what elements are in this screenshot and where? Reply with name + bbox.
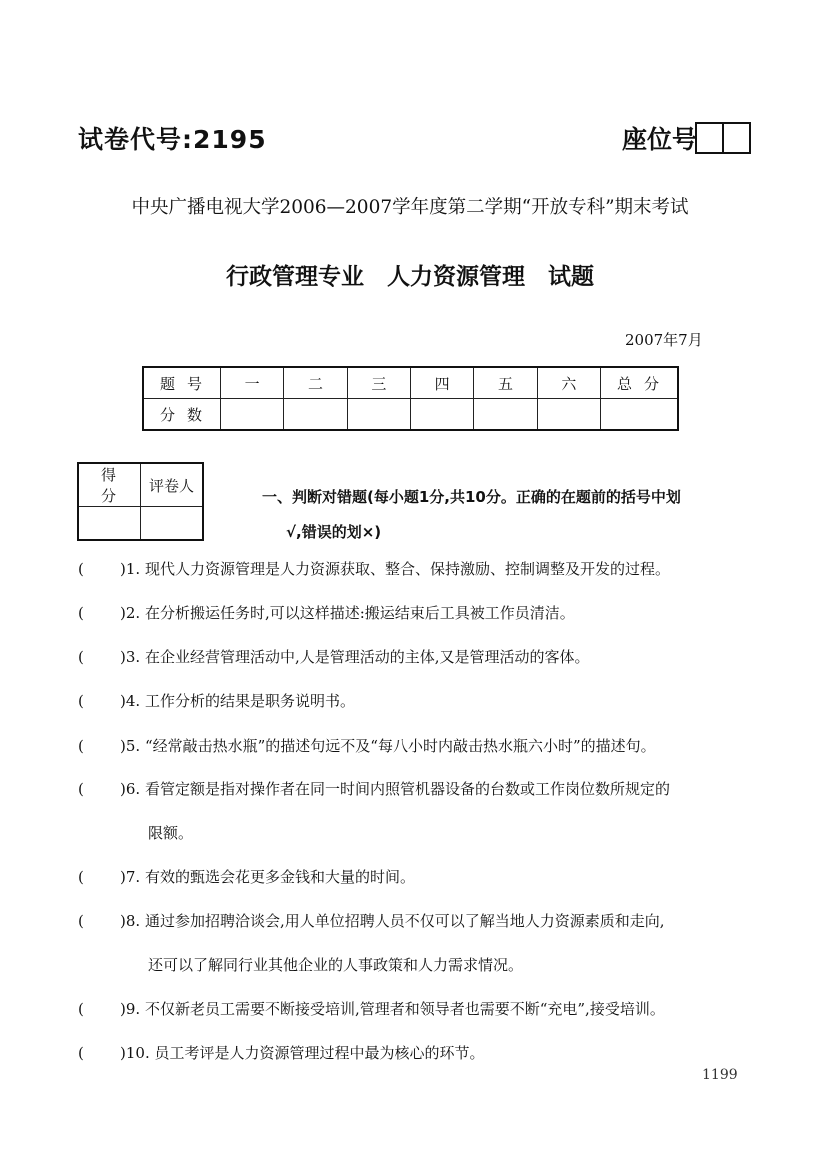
question-item bbox=[78, 866, 415, 887]
question-number: )5. bbox=[120, 737, 141, 755]
score-cell[interactable] bbox=[601, 399, 679, 431]
question-number: )6. bbox=[120, 780, 141, 798]
answer-blank[interactable]: ( bbox=[78, 560, 84, 578]
score-cell[interactable] bbox=[410, 399, 473, 431]
answer-blank[interactable]: ( bbox=[78, 868, 84, 886]
answer-blank[interactable]: ( bbox=[78, 692, 84, 710]
score-table-col: 一 bbox=[221, 367, 284, 399]
answer-blank[interactable]: ( bbox=[78, 648, 84, 666]
question-number: )4. bbox=[120, 692, 141, 710]
question-item bbox=[78, 558, 670, 579]
grader-score-cell[interactable] bbox=[78, 507, 141, 541]
question-item bbox=[78, 646, 590, 667]
question-number: )10. bbox=[120, 1044, 150, 1062]
score-table-col-total: 总分 bbox=[601, 367, 679, 399]
score-cell[interactable] bbox=[537, 399, 600, 431]
paper-code-label: 试卷代号 bbox=[78, 125, 183, 154]
question-item bbox=[78, 735, 656, 756]
answer-blank[interactable]: ( bbox=[78, 1000, 84, 1018]
exam-date: 2007年7月 bbox=[625, 331, 703, 349]
question-number: )7. bbox=[120, 868, 141, 886]
question-text: 员工考评是人力资源管理过程中最为核心的环节。 bbox=[154, 1044, 485, 1062]
score-cell[interactable] bbox=[347, 399, 410, 431]
question-item bbox=[78, 602, 575, 623]
score-table-score-row bbox=[143, 399, 678, 431]
question-item bbox=[78, 690, 355, 711]
question-number: )3. bbox=[120, 648, 141, 666]
question-text: 工作分析的结果是职务说明书。 bbox=[144, 692, 355, 710]
score-cell[interactable] bbox=[284, 399, 347, 431]
score-table-col: 五 bbox=[474, 367, 537, 399]
question-item bbox=[78, 998, 665, 1019]
question-text-continued: 限额。 bbox=[148, 824, 194, 842]
section-heading-continued: √,错误的划×) bbox=[286, 523, 382, 541]
question-text: 在分析搬运任务时,可以这样描述:搬运结束后工具被工作员清洁。 bbox=[144, 604, 575, 622]
answer-blank[interactable]: ( bbox=[78, 737, 84, 755]
question-text: 在企业经营管理活动中,人是管理活动的主体,又是管理活动的客体。 bbox=[144, 648, 590, 666]
grader-table bbox=[77, 462, 204, 541]
question-item bbox=[78, 910, 665, 931]
question-number: )8. bbox=[120, 912, 141, 930]
question-text: 看管定额是指对操作者在同一时间内照管机器设备的台数或工作岗位数所规定的 bbox=[144, 780, 670, 798]
question-item bbox=[78, 778, 670, 799]
answer-blank[interactable]: ( bbox=[78, 604, 84, 622]
score-table-col: 六 bbox=[537, 367, 600, 399]
score-table-col: 四 bbox=[410, 367, 473, 399]
grader-name-cell[interactable] bbox=[141, 507, 204, 541]
grader-score-label: 得分 bbox=[78, 463, 141, 507]
seat-label: 座位号 bbox=[622, 125, 698, 154]
question-number: )2. bbox=[120, 604, 141, 622]
score-table-row-label: 分数 bbox=[143, 399, 221, 431]
answer-blank[interactable]: ( bbox=[78, 1044, 84, 1062]
score-table bbox=[142, 366, 679, 431]
paper-code-value: 2195 bbox=[193, 125, 267, 154]
page-number: 1199 bbox=[702, 1067, 738, 1083]
question-item bbox=[78, 1042, 485, 1063]
question-text-continued: 还可以了解同行业其他企业的人事政策和人力需求情况。 bbox=[148, 956, 524, 974]
answer-blank[interactable]: ( bbox=[78, 780, 84, 798]
question-text: 通过参加招聘洽谈会,用人单位招聘人员不仅可以了解当地人力资源素质和走向, bbox=[144, 912, 665, 930]
paper-code: 试卷代号:2195 bbox=[78, 125, 267, 154]
exam-header: 中央广播电视大学2006—2007学年度第二学期“开放专科”期末考试 bbox=[131, 197, 689, 218]
score-table-row-label: 题号 bbox=[143, 367, 221, 399]
question-text: “经常敲击热水瓶”的描述句远不及“每八小时内敲击热水瓶六小时”的描述句。 bbox=[144, 737, 656, 755]
score-table-header-row bbox=[143, 367, 678, 399]
seat-box-1[interactable] bbox=[695, 122, 724, 154]
seat-box-2[interactable] bbox=[722, 122, 751, 154]
seat-number bbox=[622, 120, 751, 156]
score-cell[interactable] bbox=[221, 399, 284, 431]
score-table-col: 二 bbox=[284, 367, 347, 399]
score-cell[interactable] bbox=[474, 399, 537, 431]
score-table-col: 三 bbox=[347, 367, 410, 399]
question-text: 不仅新老员工需要不断接受培训,管理者和领导者也需要不断“充电”,接受培训。 bbox=[144, 1000, 665, 1018]
question-number: )1. bbox=[120, 560, 141, 578]
section-heading: 一、判断对错题(每小题1分,共10分。正确的在题前的括号中划 bbox=[262, 488, 681, 506]
question-number: )9. bbox=[120, 1000, 141, 1018]
grader-label: 评卷人 bbox=[141, 463, 204, 507]
question-text: 有效的甄选会花更多金钱和大量的时间。 bbox=[144, 868, 415, 886]
answer-blank[interactable]: ( bbox=[78, 912, 84, 930]
exam-title: 行政管理专业 人力资源管理 试题 bbox=[226, 264, 594, 290]
question-text: 现代人力资源管理是人力资源获取、整合、保持激励、控制调整及开发的过程。 bbox=[144, 560, 670, 578]
